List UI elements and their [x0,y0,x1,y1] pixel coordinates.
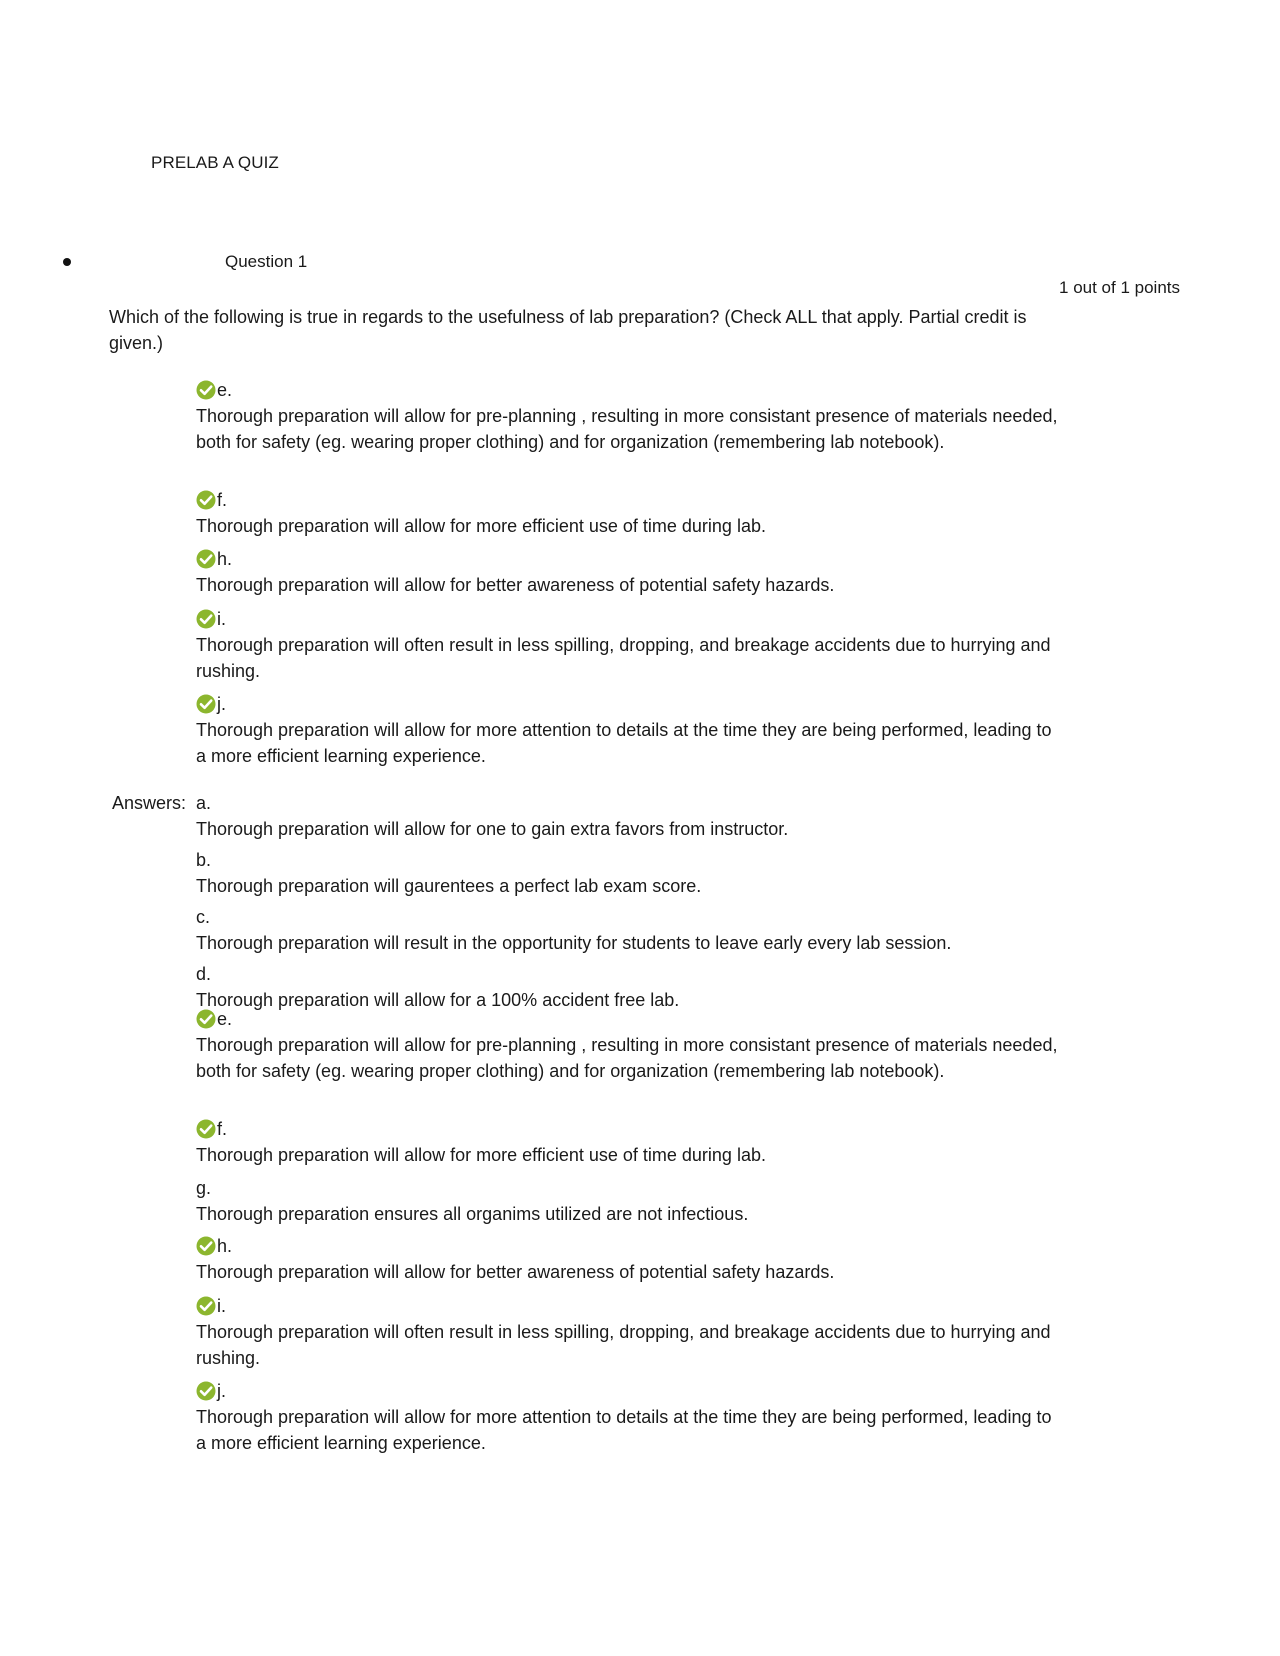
check-circle-icon [196,1236,216,1256]
selected-answer [196,487,1066,539]
selected-answer [196,691,1066,769]
check-circle-icon [196,1296,216,1316]
answer-letter: b. [196,850,212,870]
answer-letter: c. [196,907,211,927]
answer-option [196,1293,1066,1371]
answer-text: Thorough preparation will allow for pre-planning , resulting in more consistant presence of materials needed, both for safety (eg. wearing proper clothing) and for organization (remembering lab notebook). [196,1035,1058,1081]
answer-text: Thorough preparation will allow for a 100% accident free lab. [196,990,680,1010]
check-circle-icon [196,1009,216,1029]
answer-letter: h. [217,549,233,569]
answer-text: Thorough preparation will allow for one to gain extra favors from instructor. [196,819,789,839]
answer-text: Thorough preparation will allow for pre-planning , resulting in more consistant presence of materials needed, both for safety (eg. wearing proper clothing) and for organization (remembering lab notebook). [196,406,1058,452]
answer-letter: d. [196,964,212,984]
selected-answer [196,377,1066,455]
answer-text: Thorough preparation ensures all organims utilized are not infectious. [196,1204,749,1224]
question-points: 1 out of 1 points [1059,278,1180,297]
answer-letter: g. [196,1178,212,1198]
question-label: Question 1 [225,252,308,271]
answer-text: Thorough preparation will often result in less spilling, dropping, and breakage accidents due to hurrying and rushing. [196,635,1051,681]
answer-text: Thorough preparation will result in the opportunity for students to leave early every lab session. [196,933,952,953]
check-circle-icon [196,549,216,569]
question-text: Which of the following is true in regards to the usefulness of lab preparation? (Check ALL that apply. Partial credit is given.) [109,307,1027,353]
answer-text: Thorough preparation will allow for more efficient use of time during lab. [196,1145,766,1165]
check-circle-icon [196,490,216,510]
page-title: PRELAB A QUIZ [151,153,279,172]
check-circle-icon [196,609,216,629]
answer-option [196,1006,1066,1084]
answer-text: Thorough preparation will allow for more attention to details at the time they are being performed, leading to a more efficient learning experience. [196,720,1052,766]
answer-letter: e. [217,380,233,400]
check-circle-icon [196,1381,216,1401]
answer-letter: a. [196,793,212,813]
check-circle-icon [196,1119,216,1139]
answer-option [196,847,1066,899]
answer-option [196,1175,1066,1227]
answer-letter: f. [217,490,228,510]
answer-option [196,1116,1066,1168]
answer-text: Thorough preparation will often result in less spilling, dropping, and breakage accidents due to hurrying and rushing. [196,1322,1051,1368]
answer-option [196,1378,1066,1456]
check-circle-icon [196,694,216,714]
answer-option [196,1233,1066,1285]
answer-letter: h. [217,1236,233,1256]
bullet-icon [63,258,71,266]
selected-answer [196,546,1066,598]
answer-text: Thorough preparation will gaurentees a perfect lab exam score. [196,876,702,896]
answer-text: Thorough preparation will allow for more efficient use of time during lab. [196,516,766,536]
answer-option [196,790,1066,842]
selected-answer [196,606,1066,684]
answer-letter: f. [217,1119,228,1139]
check-circle-icon [196,380,216,400]
answer-letter: i. [217,609,226,629]
answer-text: Thorough preparation will allow for better awareness of potential safety hazards. [196,575,835,595]
answer-letter: j. [217,694,226,714]
answers-label: Answers: [112,793,187,813]
answer-text: Thorough preparation will allow for better awareness of potential safety hazards. [196,1262,835,1282]
answer-option [196,904,1066,956]
answer-text: Thorough preparation will allow for more attention to details at the time they are being performed, leading to a more efficient learning experience. [196,1407,1052,1453]
answer-letter: j. [217,1381,226,1401]
answer-letter: e. [217,1009,233,1029]
answer-letter: i. [217,1296,226,1316]
